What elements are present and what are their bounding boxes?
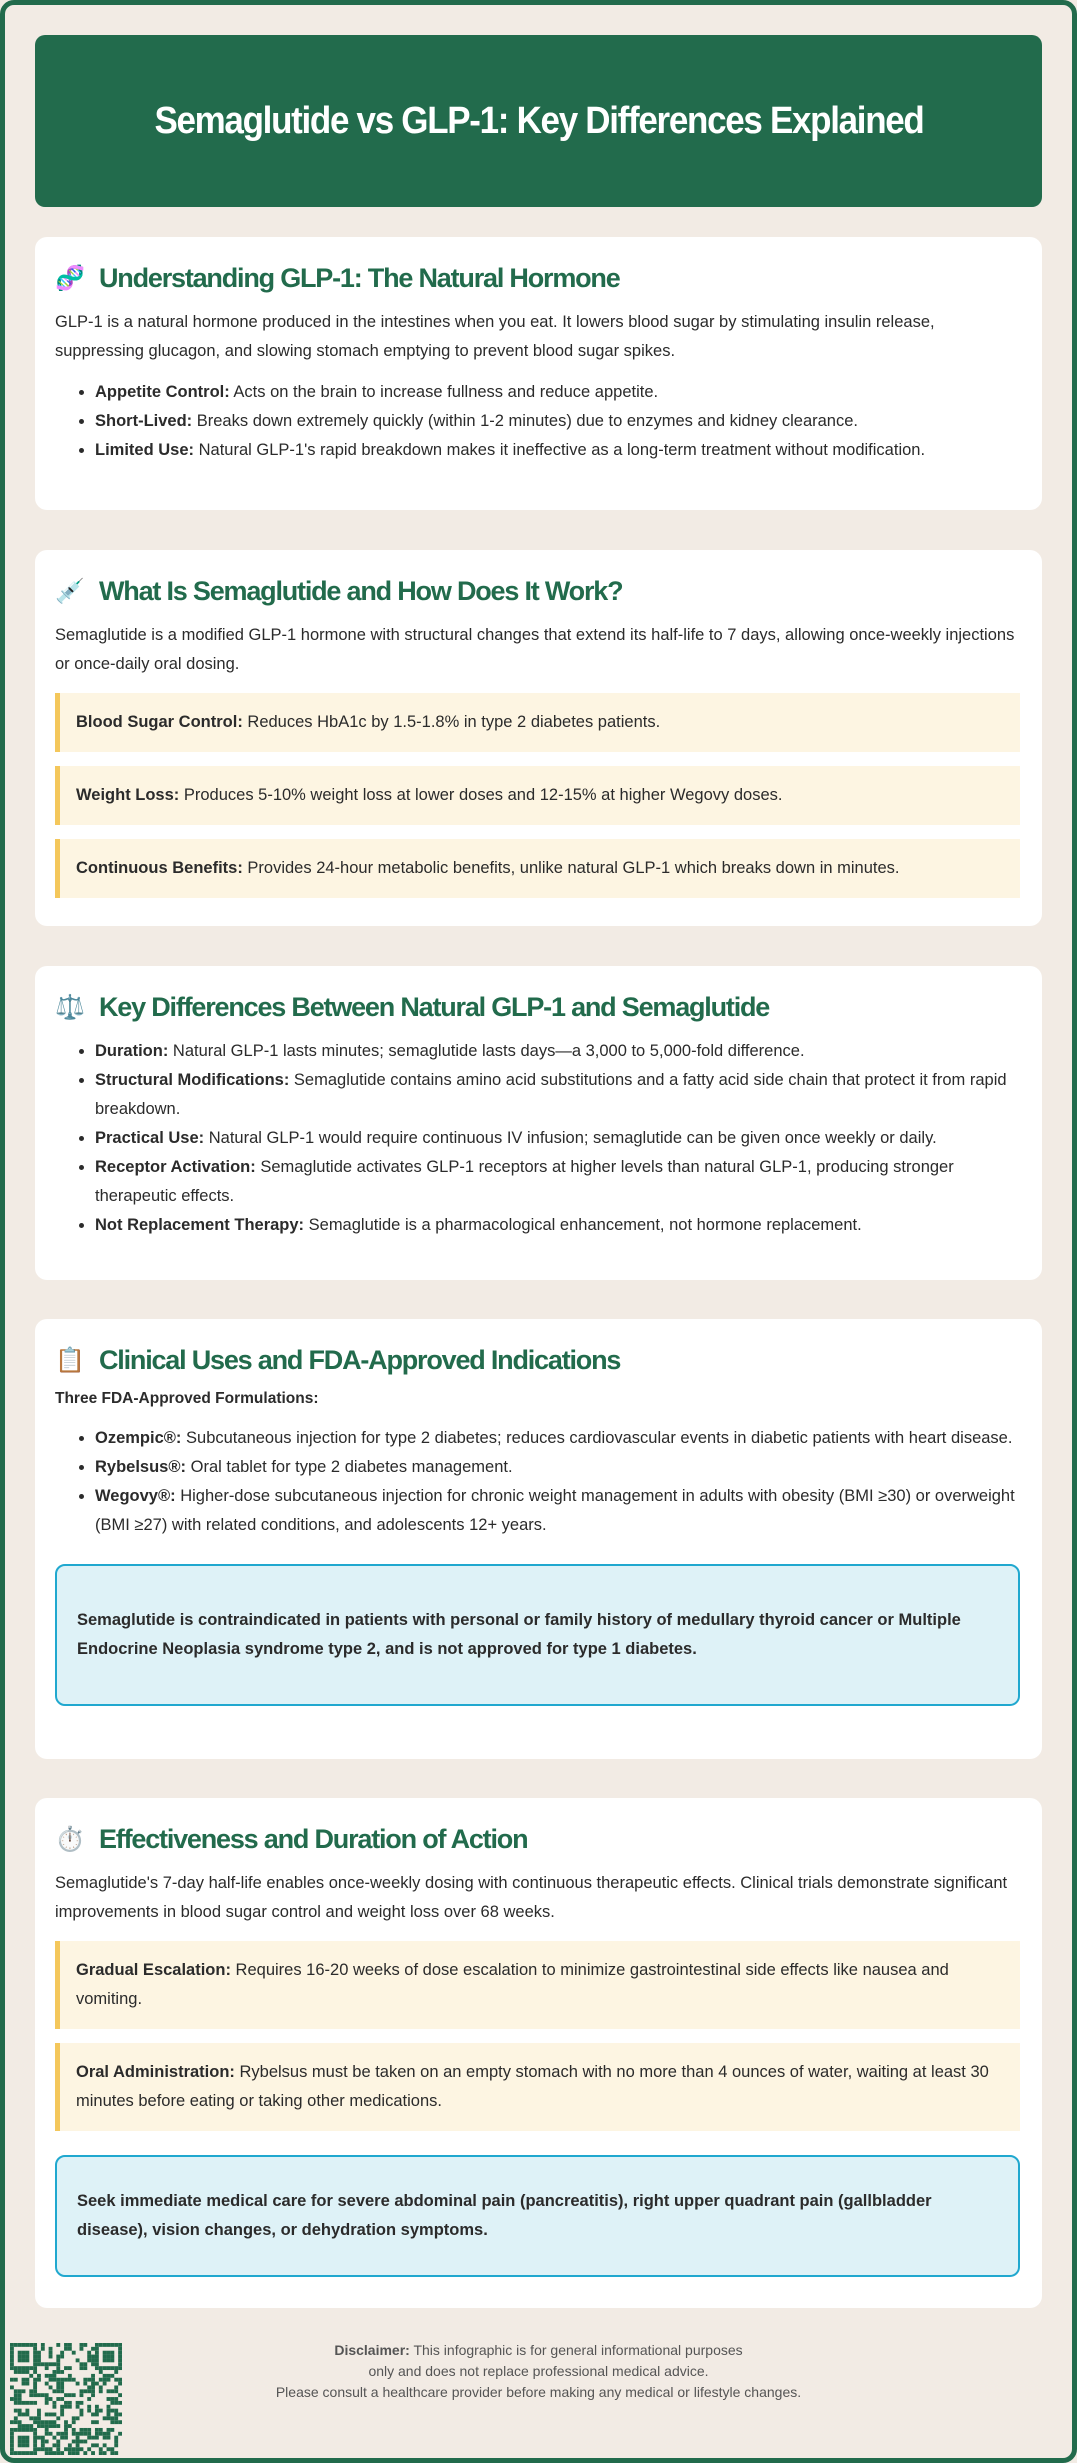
qr-module — [37, 2416, 41, 2420]
qr-module — [49, 2420, 53, 2424]
section-heading: Key Differences Between Natural GLP-1 and Semaglutide — [99, 992, 770, 1022]
qr-module — [118, 2432, 122, 2436]
qr-module — [33, 2451, 37, 2455]
section-heading: Understanding GLP-1: The Natural Hormone — [99, 263, 620, 293]
qr-module — [37, 2409, 41, 2413]
qr-module — [22, 2440, 26, 2444]
qr-module — [52, 2405, 56, 2409]
qr-module — [76, 2440, 80, 2444]
qr-module — [10, 2443, 14, 2447]
qr-module — [52, 2443, 56, 2447]
qr-module — [103, 2432, 107, 2436]
qr-module — [83, 2432, 87, 2436]
list-item: • Short-Lived: Breaks down extremely quickly (within 1-2 minutes) due to enzymes and kidney clearance. — [95, 407, 1020, 436]
qr-module — [60, 2409, 64, 2413]
qr-module — [68, 2451, 72, 2455]
qr-module — [114, 2440, 118, 2444]
qr-module — [41, 2436, 45, 2440]
qr-module — [91, 2443, 95, 2447]
qr-module — [99, 2432, 103, 2436]
qr-module — [80, 2440, 84, 2444]
qr-module — [18, 2420, 22, 2424]
qr-module — [72, 2451, 76, 2455]
page-title: Semaglutide vs GLP-1: Key Differences Explained — [153, 99, 924, 142]
qr-module — [107, 2409, 111, 2413]
qr-module — [64, 2428, 68, 2432]
section-what-is-semaglutide — [35, 550, 1042, 926]
section-intro: Semaglutide's 7-day half-life enables once-weekly dosing with continuous therapeutic effects. Clinical trials demonstrate significant improvements in blood sugar control and weight loss over 68 weeks. — [55, 1874, 1008, 1921]
qr-module — [107, 2416, 111, 2420]
qr-module — [56, 2440, 60, 2444]
qr-module — [49, 2447, 53, 2451]
section-clinical-uses — [35, 1319, 1042, 1759]
highlight-box: Continuous Benefits: Provides 24-hour metabolic benefits, unlike natural GLP-1 which breaks down in minutes. — [55, 839, 1020, 898]
qr-module — [110, 2451, 114, 2455]
qr-module — [80, 2413, 84, 2417]
qr-module — [64, 2436, 68, 2440]
list-item: • Not Replacement Therapy: Semaglutide is a pharmacological enhancement, not hormone replacement. — [95, 1211, 1020, 1240]
header-banner — [35, 35, 1042, 207]
qr-module — [114, 2416, 118, 2420]
qr-module — [37, 2436, 41, 2440]
qr-module — [95, 2436, 99, 2440]
qr-module — [110, 2420, 114, 2424]
qr-module — [14, 2409, 18, 2413]
qr-module — [18, 2436, 22, 2440]
qr-module — [52, 2436, 56, 2440]
qr-module — [80, 2447, 84, 2451]
list-item: • Wegovy®: Higher-dose subcutaneous injection for chronic weight management in adults with obesity (BMI ≥30) or overweight (BMI ≥27) with related conditions, and adolescents 12+ years. — [95, 1482, 1020, 1540]
qr-module — [10, 2440, 14, 2444]
qr-module — [60, 2432, 64, 2436]
qr-module — [107, 2447, 111, 2451]
qr-module — [25, 2451, 29, 2455]
qr-module — [25, 2436, 29, 2440]
section-intro: GLP-1 is a natural hormone produced in the intestines when you eat. It lowers blood sugar by stimulating insulin release, suppressing glucagon, and slowing stomach emptying to prevent blood sugar spikes. — [55, 313, 935, 360]
qr-module — [76, 2432, 80, 2436]
qr-module — [37, 2413, 41, 2417]
qr-module — [10, 2451, 14, 2455]
qr-module — [52, 2413, 56, 2417]
qr-module — [41, 2447, 45, 2451]
qr-module — [95, 2420, 99, 2424]
section-heading: Clinical Uses and FDA-Approved Indications — [99, 1345, 621, 1375]
qr-module — [49, 2424, 53, 2428]
qr-module — [45, 2432, 49, 2436]
qr-module — [83, 2451, 87, 2455]
qr-module — [95, 2432, 99, 2436]
qr-module — [68, 2443, 72, 2447]
qr-module — [10, 2447, 14, 2451]
qr-module — [45, 2447, 49, 2451]
qr-module — [14, 2416, 18, 2420]
qr-module — [37, 2424, 41, 2428]
qr-module — [22, 2436, 26, 2440]
qr-module — [64, 2424, 68, 2428]
qr-module — [80, 2432, 84, 2436]
qr-module — [33, 2420, 37, 2424]
qr-module — [45, 2451, 49, 2455]
qr-module — [114, 2420, 118, 2424]
qr-module — [56, 2451, 60, 2455]
qr-module — [41, 2420, 45, 2424]
qr-module — [49, 2413, 53, 2417]
qr-module — [72, 2432, 76, 2436]
qr-module — [110, 2447, 114, 2451]
qr-module — [52, 2420, 56, 2424]
qr-module — [110, 2428, 114, 2432]
warning-alert: Seek immediate medical care for severe abdominal pain (pancreatitis), right upper quadrant pain (gallbladder disease), vision changes, or dehydration symptoms. — [55, 2155, 1020, 2277]
qr-module — [107, 2413, 111, 2417]
qr-module — [22, 2428, 26, 2432]
disclaimer-label: Disclaimer: — [334, 2342, 410, 2358]
qr-module — [10, 2420, 14, 2424]
qr-module — [107, 2432, 111, 2436]
list-item: • Appetite Control: Acts on the brain to increase fullness and reduce appetite. — [95, 378, 1020, 407]
qr-module — [56, 2447, 60, 2451]
qr-module — [10, 2432, 14, 2436]
qr-module — [18, 2451, 22, 2455]
qr-module — [29, 2451, 33, 2455]
syringe-icon: 💉 — [55, 578, 85, 605]
qr-module — [25, 2413, 29, 2417]
qr-module — [14, 2451, 18, 2455]
qr-module — [76, 2416, 80, 2420]
qr-module — [33, 2443, 37, 2447]
qr-module — [64, 2432, 68, 2436]
highlight-box: Gradual Escalation: Requires 16-20 weeks of dose escalation to minimize gastrointestinal side effects like nausea and vomiting. — [55, 1941, 1020, 2029]
section-key-differences — [35, 966, 1042, 1280]
balance-scale-icon: ⚖️ — [55, 994, 85, 1021]
qr-module — [14, 2420, 18, 2424]
qr-module — [114, 2451, 118, 2455]
qr-module — [103, 2443, 107, 2447]
qr-module — [10, 2428, 14, 2432]
qr-module — [22, 2443, 26, 2447]
qr-module — [22, 2413, 26, 2417]
qr-module — [49, 2432, 53, 2436]
list-item: • Limited Use: Natural GLP-1's rapid breakdown makes it ineffective as a long-term treatment without modification. — [95, 436, 1020, 465]
section-understanding-glp1 — [35, 237, 1042, 510]
qr-module — [25, 2424, 29, 2428]
qr-module — [91, 2436, 95, 2440]
qr-module — [76, 2443, 80, 2447]
qr-module — [99, 2451, 103, 2455]
qr-module — [64, 2405, 68, 2409]
section-heading: Effectiveness and Duration of Action — [99, 1824, 528, 1854]
qr-module — [87, 2447, 91, 2451]
qr-module — [37, 2447, 41, 2451]
qr-module — [95, 2428, 99, 2432]
qr-module — [33, 2447, 37, 2451]
qr-module — [118, 2413, 122, 2417]
qr-module — [18, 2413, 22, 2417]
qr-module — [95, 2413, 99, 2417]
qr-module — [83, 2428, 87, 2432]
qr-module — [99, 2428, 103, 2432]
qr-module — [22, 2451, 26, 2455]
qr-module — [107, 2428, 111, 2432]
qr-module — [87, 2432, 91, 2436]
dna-icon: 🧬 — [55, 265, 85, 292]
qr-module — [25, 2428, 29, 2432]
qr-module — [72, 2420, 76, 2424]
qr-module — [72, 2447, 76, 2451]
clipboard-icon: 📋 — [55, 1347, 85, 1374]
qr-module — [33, 2432, 37, 2436]
qr-module — [52, 2424, 56, 2428]
qr-module — [87, 2409, 91, 2413]
list-item: • Receptor Activation: Semaglutide activates GLP-1 receptors at higher levels than natural GLP-1, producing stronger therapeutic effects. — [95, 1153, 1020, 1211]
qr-module — [10, 2436, 14, 2440]
qr-module — [72, 2440, 76, 2444]
highlight-box: Blood Sugar Control: Reduces HbA1c by 1.5-1.8% in type 2 diabetes patients. — [55, 693, 1020, 752]
qr-module — [49, 2451, 53, 2455]
qr-module — [95, 2405, 99, 2409]
qr-module — [99, 2447, 103, 2451]
qr-module — [107, 2436, 111, 2440]
qr-module — [25, 2443, 29, 2447]
qr-module — [29, 2424, 33, 2428]
subheading: Three FDA-Approved Formulations: — [55, 1390, 319, 1407]
qr-module — [45, 2428, 49, 2432]
qr-module — [80, 2409, 84, 2413]
qr-module — [114, 2443, 118, 2447]
qr-module — [60, 2451, 64, 2455]
qr-module — [118, 2420, 122, 2424]
highlight-box: Oral Administration: Rybelsus must be taken on an empty stomach with no more than 4 ounces of water, waiting at least 30 minutes before eating or taking other medications. — [55, 2043, 1020, 2131]
section-intro: Semaglutide is a modified GLP-1 hormone with structural changes that extend its half-life to 7 days, allowing once-weekly injections or once-daily oral dosing. — [55, 626, 1015, 673]
list-item: • Duration: Natural GLP-1 lasts minutes; semaglutide lasts days—a 3,000 to 5,000-fold difference. — [95, 1037, 1020, 1066]
qr-module — [41, 2440, 45, 2444]
qr-module — [103, 2451, 107, 2455]
qr-module — [68, 2405, 72, 2409]
list-item: • Structural Modifications: Semaglutide contains amino acid substitutions and a fatty acid side chain that protect it from rapid breakdown. — [95, 1066, 1020, 1124]
qr-module — [103, 2436, 107, 2440]
disclaimer: Disclaimer: This infographic is for general informational purposes only and does not replace professional medical advice. Please consult a healthcare provider before making any medical or lifestyle changes. — [275, 2342, 802, 2400]
qr-module — [33, 2436, 37, 2440]
contraindication-alert: Semaglutide is contraindicated in patients with personal or family history of medullary thyroid cancer or Multiple Endocrine Neoplasia syndrome type 2, and is not approved for type 1 diabetes. — [55, 1564, 1020, 1706]
qr-module — [33, 2416, 37, 2420]
qr-module — [99, 2409, 103, 2413]
qr-module — [114, 2436, 118, 2440]
qr-module — [91, 2451, 95, 2455]
qr-module — [95, 2443, 99, 2447]
qr-module — [52, 2451, 56, 2455]
qr-module — [56, 2443, 60, 2447]
section-heading: What Is Semaglutide and How Does It Work? — [99, 576, 623, 606]
qr-module — [110, 2409, 114, 2413]
qr-module — [76, 2447, 80, 2451]
qr-module — [95, 2409, 99, 2413]
qr-module — [114, 2409, 118, 2413]
qr-module — [45, 2413, 49, 2417]
qr-module — [114, 2413, 118, 2417]
qr-module — [83, 2440, 87, 2444]
qr-module — [25, 2409, 29, 2413]
qr-module — [60, 2405, 64, 2409]
qr-module — [87, 2428, 91, 2432]
qr-module — [45, 2440, 49, 2444]
qr-module — [56, 2416, 60, 2420]
list-item: • Ozempic®: Subcutaneous injection for type 2 diabetes; reduces cardiovascular events in diabetic patients with heart disease. — [95, 1424, 1020, 1453]
qr-module — [18, 2428, 22, 2432]
list-item: • Practical Use: Natural GLP-1 would require continuous IV infusion; semaglutide can be given once weekly or daily. — [95, 1124, 1020, 1153]
qr-module — [45, 2420, 49, 2424]
qr-module — [56, 2432, 60, 2436]
qr-module — [80, 2428, 84, 2432]
qr-module — [22, 2424, 26, 2428]
qr-module — [45, 2424, 49, 2428]
qr-module — [14, 2428, 18, 2432]
qr-module — [91, 2420, 95, 2424]
qr-module — [107, 2405, 111, 2409]
qr-module — [72, 2428, 76, 2432]
qr-module — [76, 2436, 80, 2440]
qr-module — [60, 2413, 64, 2417]
section-effectiveness — [35, 1798, 1042, 2308]
qr-module — [87, 2405, 91, 2409]
list-item: • Rybelsus®: Oral tablet for type 2 diabetes management. — [95, 1453, 1020, 1482]
qr-module — [68, 2424, 72, 2428]
qr-module — [87, 2436, 91, 2440]
qr-module — [64, 2447, 68, 2451]
qr-module — [68, 2447, 72, 2451]
stopwatch-icon: ⏱️ — [55, 1826, 85, 1853]
qr-module — [103, 2416, 107, 2420]
qr-module — [110, 2416, 114, 2420]
qr-module — [29, 2416, 33, 2420]
qr-module — [29, 2428, 33, 2432]
qr-module — [41, 2443, 45, 2447]
highlight-box: Weight Loss: Produces 5-10% weight loss at lower doses and 12-15% at higher Wegovy doses. — [55, 766, 1020, 825]
qr-module — [91, 2413, 95, 2417]
qr-module — [64, 2420, 68, 2424]
qr-module — [37, 2420, 41, 2424]
qr-module — [56, 2424, 60, 2428]
qr-module — [18, 2409, 22, 2413]
qr-module — [18, 2440, 22, 2444]
qr-module — [72, 2416, 76, 2420]
qr-module — [18, 2443, 22, 2447]
qr-module — [18, 2424, 22, 2428]
qr-module — [33, 2440, 37, 2444]
qr-module — [33, 2428, 37, 2432]
qr-module — [76, 2451, 80, 2455]
qr-module — [41, 2424, 45, 2428]
qr-module — [60, 2436, 64, 2440]
qr-module — [76, 2405, 80, 2409]
qr-module — [25, 2440, 29, 2444]
